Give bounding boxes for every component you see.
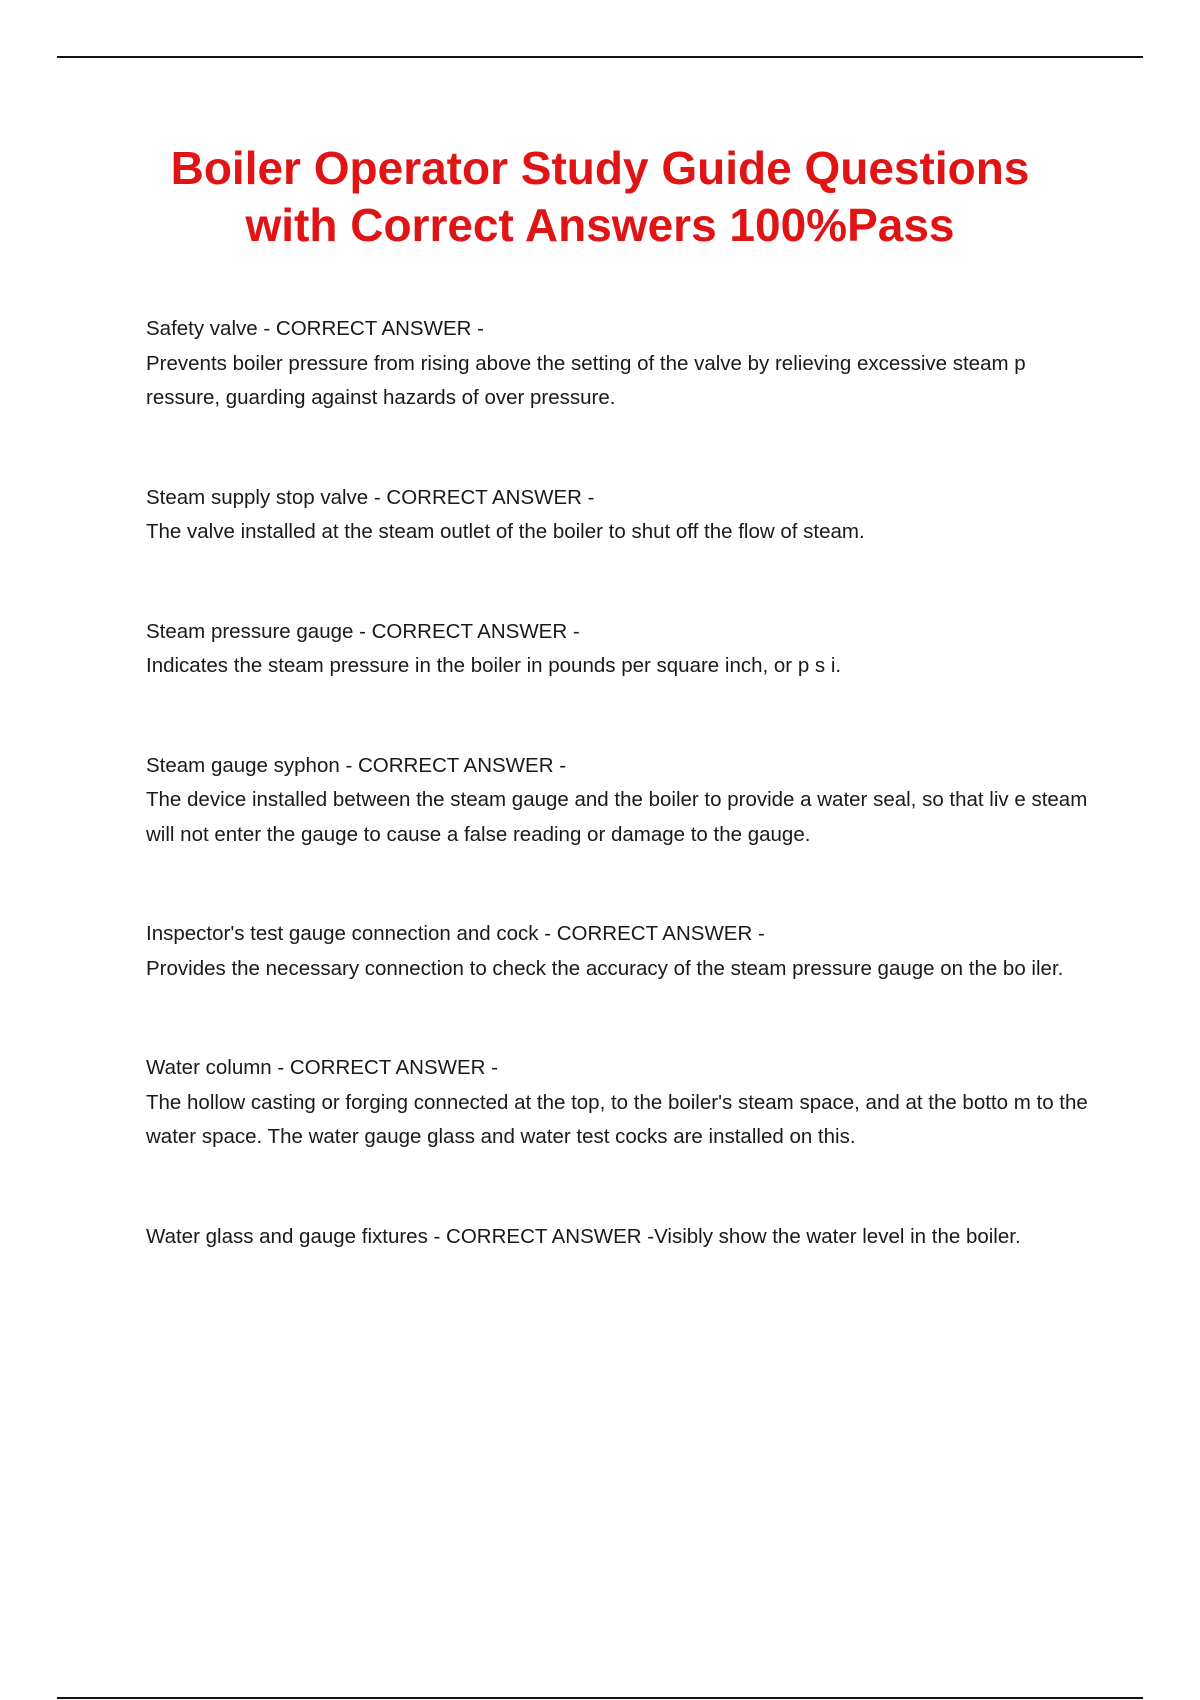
entry-term: Steam pressure gauge - CORRECT ANSWER - <box>146 619 580 643</box>
entry-definition: Provides the necessary connection to check the accuracy of the steam pressure gauge on the bo iler. <box>146 956 1064 980</box>
document-title <box>100 140 1100 254</box>
entry-term: Inspector's test gauge connection and cock - CORRECT ANSWER - <box>146 922 765 945</box>
entry-definition: The hollow casting or forging connected at the top, to the boiler's steam space, and at the botto m to the water space. The water gauge glass and water test cocks are installed on this. <box>146 1090 1088 1148</box>
qa-entry <box>146 1051 1096 1155</box>
entry-definition: The device installed between the steam gauge and the boiler to provide a water seal, so that liv e steam will not enter the gauge to cause a false reading or damage to the gauge. <box>146 788 1088 846</box>
title-line-2: with Correct Answers 100%Pass <box>245 199 955 251</box>
title-line-1: Boiler Operator Study Guide Questions <box>170 142 1030 194</box>
entry-term: Safety valve - CORRECT ANSWER - <box>146 317 484 340</box>
top-rule <box>57 56 1143 58</box>
qa-entry <box>146 749 1096 853</box>
qa-entry <box>146 1220 1096 1255</box>
qa-entry <box>146 481 1096 550</box>
entry-term: Water glass and gauge fixtures - CORRECT ANSWER - <box>146 1224 655 1248</box>
entry-definition: Visibly show the water level in the boiler. <box>654 1224 1021 1248</box>
entry-term: Water column - CORRECT ANSWER - <box>146 1056 498 1079</box>
qa-list <box>146 312 1096 1319</box>
entry-definition: The valve installed at the steam outlet of the boiler to shut off the flow of steam. <box>146 520 865 543</box>
qa-entry <box>146 615 1096 684</box>
entry-term: Steam gauge syphon - CORRECT ANSWER - <box>146 753 567 777</box>
bottom-rule <box>57 1697 1143 1699</box>
entry-term: Steam supply stop valve - CORRECT ANSWER - <box>146 485 595 509</box>
entry-definition: Indicates the steam pressure in the boiler in pounds per square inch, or p s i. <box>146 654 842 677</box>
qa-entry <box>146 917 1096 986</box>
qa-entry <box>146 312 1096 416</box>
entry-definition: Prevents boiler pressure from rising above the setting of the valve by relieving excessive steam p ressure, guarding against hazards of over pressure. <box>146 351 1026 409</box>
